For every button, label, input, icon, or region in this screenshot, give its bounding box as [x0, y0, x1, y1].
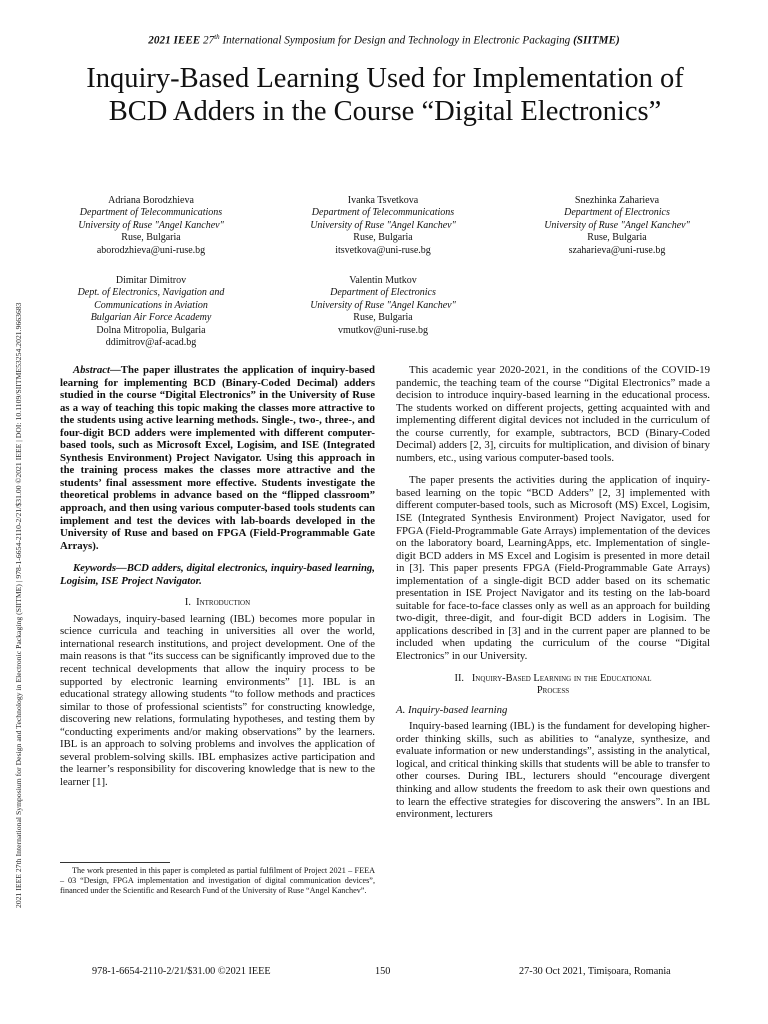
abstract — [60, 364, 375, 552]
section-1-title: Introduction — [196, 597, 251, 609]
abstract-label: Abstract — [73, 364, 111, 376]
author-email: szaharieva@uni-ruse.bg — [568, 244, 666, 256]
keywords-label: Keywords — [73, 562, 116, 575]
author-email: ddimitrov@af-acad.bg — [105, 337, 197, 349]
title-line-1: Inquiry-Based Learning Used for Implementation of — [86, 63, 684, 94]
footer-isbn: 978-1-6654-2110-2/21/$31.00 ©2021 IEEE — [92, 966, 271, 977]
section-2-heading — [396, 673, 710, 698]
author-place: Dolna Mitropolia, Bulgaria — [96, 324, 206, 336]
keywords-text: —BCD adders, digital electronics, inquiry-based learning, Logisim, ISE Project Navigator. — [60, 562, 375, 587]
intro-paragraph: Nowadays, inquiry-based learning (IBL) becomes more popular in science curricula and teaching in universities all over the world, international research institutions, and project development. One of the main reasons is that “its success can be significantly improved due to the recent technical developments that allow the inquiry process to be supported by electronic learning environments” [1]. IBL is an educational strategy allowing students “to follow methods and practices similar to those of professional scientists” for constructing knowledge, discovering new relations, formulating hypotheses, and testing them by “conducting experiments and/or making observations” by the learners. IBL is an approach to solving problems and involves the application of several problem-solving skills. IBL emphasizes active participation and the learner’s responsibility for discovering knowledge that is new to the learner [1]. — [60, 612, 375, 788]
paper-title — [40, 62, 730, 128]
footer-dates: 27-30 Oct 2021, Timișoara, Romania — [519, 966, 671, 977]
side-identifier-strip — [14, 128, 28, 908]
conference-header — [0, 33, 768, 47]
author-name: Adriana Borodzhieva — [108, 195, 194, 206]
author-name: Dimitar Dimitrov — [115, 275, 187, 286]
author-univ: University of Ruse "Angel Kanchev" — [310, 219, 456, 231]
author-dept-line-3: Bulgarian Air Force Academy — [90, 312, 212, 324]
author-univ: University of Ruse "Angel Kanchev" — [544, 219, 690, 231]
header-ordinal-sup: th — [214, 33, 220, 41]
section-1-heading — [60, 597, 375, 610]
left-column — [60, 364, 375, 789]
author-email: vmutkov@uni-ruse.bg — [337, 324, 429, 336]
header-ordinal: 27 — [203, 34, 215, 47]
right-column — [396, 364, 710, 821]
author-place: Ruse, Bulgaria — [353, 232, 413, 244]
author-name: Snezhinka Zaharieva — [574, 195, 660, 206]
author-univ: University of Ruse "Angel Kanchev" — [78, 219, 224, 231]
author-dept: Department of Electronics — [330, 287, 436, 299]
header-year-ieee: 2021 IEEE — [148, 34, 201, 47]
section-2-number: II. — [454, 672, 465, 684]
section-2-title-line-2: Process — [536, 685, 570, 697]
author-dept: Department of Telecommunications — [79, 207, 223, 219]
right-paragraph-1: This academic year 2020-2021, in the conditions of the COVID-19 pandemic, the teaching team of the course “Digital Electronics” made a decision to introduce inquiry-based learning in the educational process. The students worked on different projects, getting acquainted with and implementing different digital devices not included in the curriculum of the course currently, for example, subtractors, BCD (Binary-Coded Decimal) adders [2, 3], circuits for multiplication, and division of binary numbers, etc., using various computer-based tools. — [396, 364, 710, 464]
author-place: Ruse, Bulgaria — [121, 232, 181, 244]
author-block-1 — [46, 195, 256, 257]
section-2-title-line-1: Inquiry-Based Learning in the Educational — [471, 672, 652, 684]
right-paragraph-2: The paper presents the activities during the application of inquiry-based learning on the topic “BCD Adders” [2, 3] implemented with different computer-based tools, such as Microsoft (MS) Excel, Logisim, ISE (Integrated Synthesis Environment) Project Navigator, used for FPGA (Field-Programmable Gate Arrays) implementation of the devices on the laboratory board, LearningApps, etc. Implementation of single-digit BCD adders in MS Excel and Logisim is presented in more detail in [3]. This paper presents FPGA (Field-Programmable Gate Arrays) implementation of a single-digit BCD adder based on its schematic presentation in ISE Project Navigator and its testing on the lab-board suitable for face-to-face classes only as well as an approach for building two-digit, three-digit, and four-digit BCD adders in Logisim. The applications described in [3] and in the current paper are planned to be included when updating the curriculum of the course “Digital Electronics” in our University. — [396, 474, 710, 663]
author-email: itsvetkova@uni-ruse.bg — [335, 244, 431, 256]
title-line-2: BCD Adders in the Course “Digital Electronics” — [108, 96, 662, 127]
author-block-4 — [46, 275, 256, 349]
subsection-a-heading: A. Inquiry-based learning — [396, 703, 508, 716]
header-symposium: International Symposium for Design and Technology in Electronic Packaging — [222, 34, 571, 47]
section-1-number: I. — [184, 597, 191, 609]
abstract-text: —The paper illustrates the application of inquiry-based learning for implementing BCD (Binary-Coded Decimal) adders studied in the course “Digital Electronics” in the University of Ruse as a way of teaching this topic making the classes more attractive to the students using active learning methods. Single-, two-, three-, and four-digit BCD adders were implemented with different computer-based tools, such as Microsoft Excel, Logisim, and ISE (Integrated Synthesis Environment) Project Navigator. Using this approach in the training process makes the classes more attractive and the students’ final assessment more effective. Students investigate the theoretical problems in advance based on the “flipped classroom” approach, and then using various computer-based tools students can implement and test the devices with lab-boards developed in the University of Ruse and based on FPGA (Field-Programmable Gate Arrays). — [60, 364, 375, 552]
right-paragraph-3: Inquiry-based learning (IBL) is the fundament for developing higher-order thinking skills, such as abilities to “analyze, synthesize, and evaluate information or new understandings”, assisting in the analytical, logical, and critical thinking skills that students will be able to transfer to other courses. During IBL, lecturers should “encourage divergent thinking and allow students the freedom to ask their own questions and to learn the effective strategies for discovering the answers”. In an IBL environment, lecturers — [396, 720, 710, 821]
author-dept-line-1: Dept. of Electronics, Navigation and — [77, 287, 225, 299]
author-email: aborodzhieva@uni-ruse.bg — [96, 244, 206, 256]
author-place: Ruse, Bulgaria — [353, 312, 413, 324]
author-univ: University of Ruse "Angel Kanchev" — [310, 299, 456, 311]
author-block-5 — [278, 275, 488, 337]
author-name: Valentin Mutkov — [349, 275, 417, 286]
header-acronym: (SIITME) — [573, 34, 620, 47]
side-identifier-text: 2021 IEEE 27th International Symposium for Design and Technology in Electronic Packaging (SIITME) | 978-1-6654-2110-2/21/$31.00 ©2021 IEEE | DOI: 10.1109/SIITME53254.2021.9663683 — [14, 302, 23, 908]
author-block-3 — [512, 195, 722, 257]
footnote-rule — [60, 862, 170, 863]
author-place: Ruse, Bulgaria — [587, 232, 647, 244]
footnote — [60, 866, 375, 897]
footnote-text: The work presented in this paper is completed as partial fulfilment of Project 2021 – FEEA – 03 “Design, FPGA implementation and investigation of digital communication devices”, financed under the Scientific and Research Fund of the University of Ruse “Angel Kanchev”. — [60, 866, 375, 896]
author-dept: Department of Electronics — [564, 207, 670, 219]
page-number: 150 — [375, 966, 391, 977]
author-name: Ivanka Tsvetkova — [347, 195, 419, 206]
author-block-2 — [278, 195, 488, 257]
author-dept-line-2: Communications in Aviation — [94, 299, 208, 311]
keywords — [60, 562, 375, 587]
author-dept: Department of Telecommunications — [311, 207, 455, 219]
